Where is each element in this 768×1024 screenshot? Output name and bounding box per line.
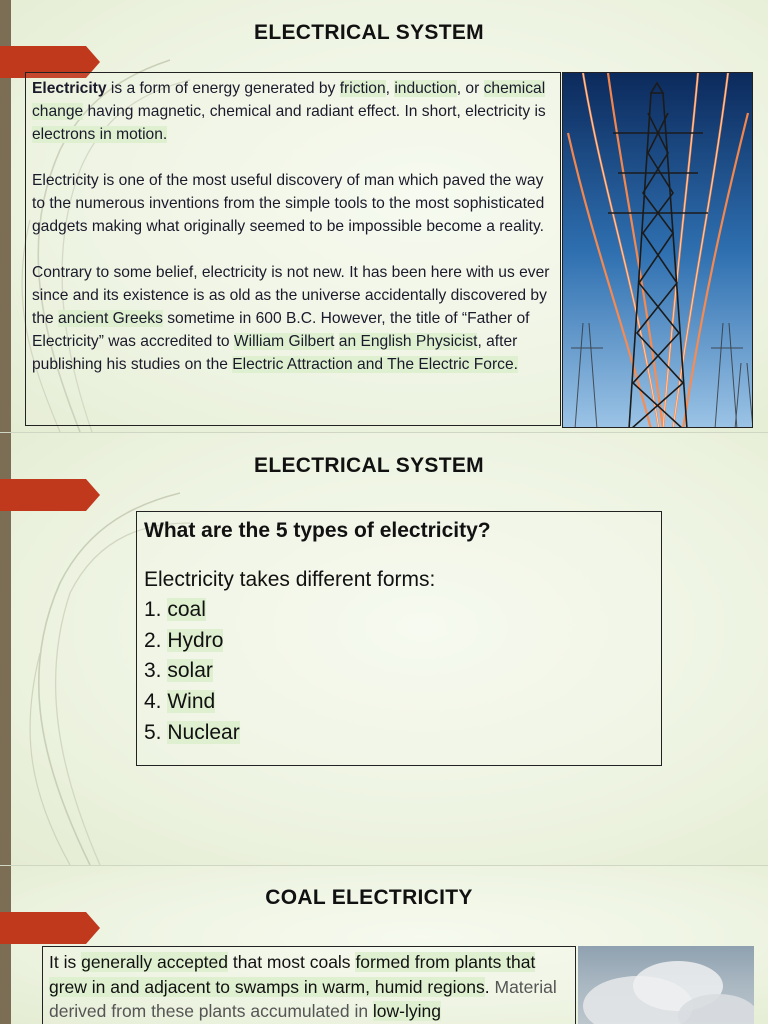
electricity-text-box [25,72,561,426]
highlighted-text: generally accepted [81,952,228,972]
question-heading: What are the 5 types of electricity? [144,519,491,542]
electricity-paragraphs [32,77,554,376]
text-run: , or [456,80,484,97]
highlighted-text: formed from plants that grew in and adjacent to swamps in warm, humid regions [49,952,536,997]
text-run: most coals [266,952,351,972]
text-run: Electricity [32,80,107,97]
text-run: sometime in 600 B.C. However, the title of “Father of Electricity” was accredited to [32,310,530,350]
title-arrow-marker [0,479,100,511]
highlighted-text: electrons in motion. [32,126,168,143]
item-number: 5. [144,720,168,744]
text-run: Electricity is one of the most useful discovery of man which paved the way to the numerous inventions from the simple tools to the most sophisticated gadgets making what originally seemed to be impossible become a reality. [32,172,545,235]
text-run: that [228,952,267,972]
item-value: Nuclear [167,720,240,744]
item-number: 4. [144,689,168,713]
types-of-electricity-box [136,511,662,766]
list-item [144,718,654,749]
paragraph-1 [32,77,554,146]
highlighted-text: friction [339,80,386,97]
paragraph-2 [32,169,554,238]
text-run: having magnetic, chemical and radiant effect. In short, electricity is [83,103,546,120]
coal-text-box [42,946,576,1024]
item-number: 1. [144,598,168,622]
list-item [144,656,654,687]
paragraph-3 [32,261,554,376]
highlighted-text: an English Physicist [338,333,478,350]
list-item [144,687,654,718]
text-run: Contrary to some belief, electricity is not new. It has been here with us ever since and its existence is as old as the universe accidentally discovered by the [32,264,550,327]
power-plant-smoke-photo [578,946,754,1024]
lead-text: Electricity takes different forms: [144,567,436,591]
highlighted-text: ancient Greeks [58,310,163,327]
text-run: . [484,976,495,997]
highlighted-text: William Gilbert [233,333,335,350]
title-arrow-marker [0,912,100,944]
item-value: coal [167,598,206,622]
slide-title: ELECTRICAL SYSTEM [254,21,484,44]
highlighted-text: induction [394,80,457,97]
slide-title: ELECTRICAL SYSTEM [254,454,484,477]
item-value: solar [167,659,213,683]
slide-3 [0,866,768,1024]
slide-1 [0,0,768,432]
text-run: It is [49,952,82,972]
highlighted-text: Electric Attraction and The Electric Force. [232,356,518,373]
slide-title: COAL ELECTRICITY [265,886,473,909]
text-run: , [385,80,395,97]
highlighted-text: low-lying [372,1001,441,1021]
text-run: is a form of energy generated by [106,80,340,97]
list-item [144,595,654,626]
text-run: , after publishing his studies on the [32,333,518,373]
list-item [144,626,654,657]
highlighted-text: chemical change [32,80,546,120]
text-run: Material derived from these plants accumulated in [49,976,557,1021]
item-value: Hydro [167,628,224,652]
transmission-tower-photo [562,72,753,428]
slide-2 [0,433,768,865]
types-list [144,595,654,748]
item-number: 2. [144,628,168,652]
item-number: 3. [144,659,168,683]
coal-paragraph [49,950,569,1024]
item-value: Wind [167,689,216,713]
